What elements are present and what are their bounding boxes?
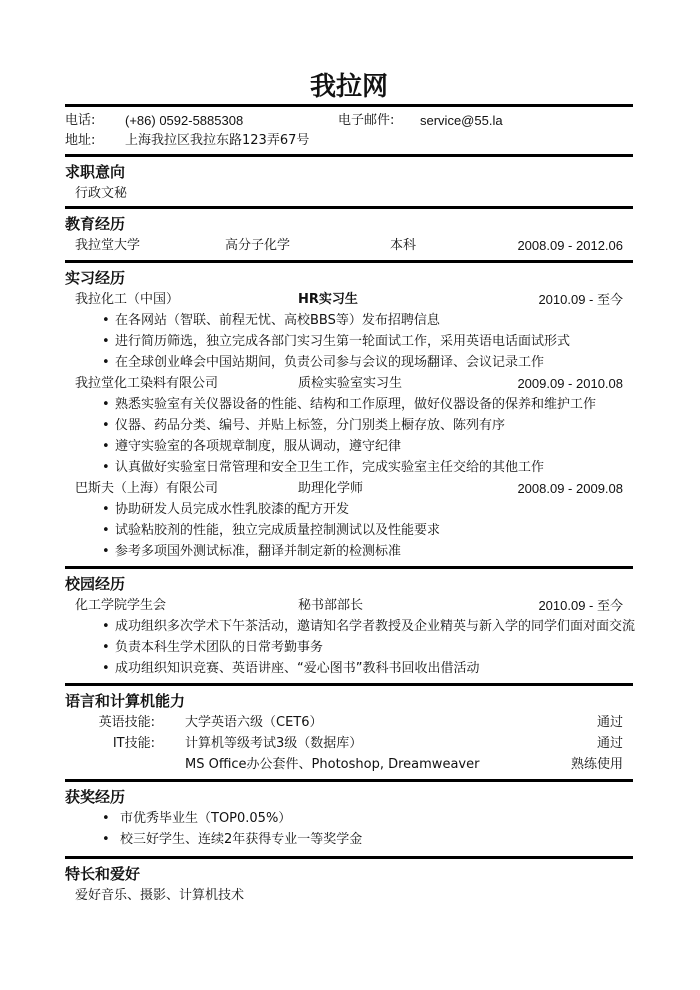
- skill-level: 熟练使用: [570, 757, 623, 772]
- job-header: [65, 373, 633, 394]
- list-item: • 市优秀毕业生（TOP0.05%）: [65, 808, 633, 829]
- email-value: service@55.la: [420, 113, 503, 128]
- company-name: 我拉化工（中国）: [75, 292, 180, 307]
- org-name: 化工学院学生会: [75, 598, 167, 613]
- internship-section: [65, 267, 633, 562]
- campus-dates: 2010.09 - 至今: [538, 598, 623, 613]
- divider: [65, 566, 633, 569]
- list-item: • 校三好学生、连续2年获得专业一等奖学金: [65, 829, 633, 850]
- list-item: • 负责本科生学术团队的日常考勤事务: [65, 637, 633, 658]
- skills-section: [65, 690, 633, 775]
- address-value: 上海我拉区我拉东路123弄67号: [125, 133, 310, 148]
- skill-level: 通过: [596, 736, 623, 751]
- section-title: 语言和计算机能力: [65, 692, 186, 710]
- awards-section: [65, 786, 633, 850]
- list-item: • 试验粘胶剂的性能，独立完成质量控制测试以及性能要求: [65, 520, 633, 541]
- job-dates: 2010.09 - 至今: [538, 292, 623, 307]
- skill-value: MS Office办公套件、Photoshop, Dreamweaver: [185, 757, 480, 772]
- divider: [65, 104, 633, 107]
- resume-page: [65, 0, 636, 906]
- skill-value: 大学英语六级（CET6）: [185, 715, 323, 730]
- section-title: 获奖经历: [65, 788, 126, 806]
- list-item: • 协助研发人员完成水性乳胶漆的配方开发: [65, 499, 633, 520]
- list-item: • 在全球创业峰会中国站期间，负责公司参与会议的现场翻译、会议记录工作: [65, 352, 633, 373]
- list-item: • 成功组织多次学术下午茶活动，邀请知名学者教授及企业精英与新入学的同学们面对面交流: [65, 616, 633, 637]
- job-role: 助理化学师: [298, 481, 364, 496]
- divider: [65, 154, 633, 157]
- skill-row: [65, 712, 633, 733]
- job-dates: 2008.09 - 2009.08: [517, 481, 623, 496]
- skill-row: [65, 754, 633, 775]
- skill-level: 通过: [596, 715, 623, 730]
- list-item: • 熟悉实验室有关仪器设备的性能、结构和工作原理，做好仪器设备的保养和维护工作: [65, 394, 633, 415]
- divider: [65, 683, 633, 686]
- divider: [65, 779, 633, 782]
- job-role: 质检实验室实习生: [298, 376, 403, 391]
- list-item: • 参考多项国外测试标准，翻译并制定新的检测标准: [65, 541, 633, 562]
- objective-value: 行政文秘: [75, 186, 128, 201]
- contact-block: [65, 111, 633, 151]
- resume-name: 我拉网: [309, 72, 388, 102]
- skill-label: 英语技能:: [98, 715, 155, 730]
- list-item: • 遵守实验室的各项规章制度，服从调动，遵守纪律: [65, 436, 633, 457]
- phone-label: 电话:: [65, 113, 96, 128]
- job-role: HR实习生: [298, 292, 358, 307]
- section-title: 教育经历: [65, 215, 126, 233]
- education-dates: 2008.09 - 2012.06: [517, 238, 623, 253]
- skill-value: 计算机等级考试3级（数据库）: [185, 736, 363, 751]
- job-header: [65, 289, 633, 310]
- list-item: • 进行简历筛选，独立完成各部门实习生第一轮面试工作，采用英语电话面试形式: [65, 331, 633, 352]
- objective-section: [65, 161, 633, 204]
- job-dates: 2009.09 - 2010.08: [517, 376, 623, 391]
- list-item: • 在各网站（智联、前程无忧、高校BBS等）发布招聘信息: [65, 310, 633, 331]
- list-item: • 认真做好实验室日常管理和安全卫生工作，完成实验室主任交给的其他工作: [65, 457, 633, 478]
- school-name: 我拉堂大学: [75, 238, 141, 253]
- list-item: • 成功组织知识竞赛、英语讲座、“爱心图书”教科书回收出借活动: [65, 658, 633, 679]
- section-title: 求职意向: [65, 163, 126, 181]
- major: 高分子化学: [225, 238, 291, 253]
- section-title: 校园经历: [65, 575, 126, 593]
- list-item: • 仪器、药品分类、编号、并贴上标签，分门别类上橱存放、陈列有序: [65, 415, 633, 436]
- divider: [65, 260, 633, 263]
- hobbies-section: [65, 863, 633, 906]
- company-name: 巴斯夫（上海）有限公司: [75, 481, 219, 496]
- education-row: [65, 235, 633, 256]
- contact-row-2: [65, 131, 633, 151]
- company-name: 我拉堂化工染料有限公司: [75, 376, 219, 391]
- contact-row-1: [65, 111, 633, 131]
- section-title: 特长和爱好: [65, 865, 141, 883]
- job-header: [65, 478, 633, 499]
- section-title: 实习经历: [65, 269, 126, 287]
- education-section: [65, 213, 633, 256]
- divider: [65, 856, 633, 859]
- hobbies-row: [65, 885, 633, 906]
- phone-value: (+86) 0592-5885308: [125, 113, 244, 128]
- campus-role: 秘书部部长: [298, 598, 364, 613]
- email-label: 电子邮件:: [338, 113, 395, 128]
- objective-value-row: [65, 183, 633, 204]
- skill-label: IT技能:: [112, 736, 155, 751]
- hobbies-value: 爱好音乐、摄影、计算机技术: [75, 888, 245, 903]
- address-label: 地址:: [65, 133, 96, 148]
- campus-section: [65, 573, 636, 679]
- divider: [65, 206, 633, 209]
- campus-header: [65, 595, 633, 616]
- degree: 本科: [390, 238, 417, 253]
- skill-row: [65, 733, 633, 754]
